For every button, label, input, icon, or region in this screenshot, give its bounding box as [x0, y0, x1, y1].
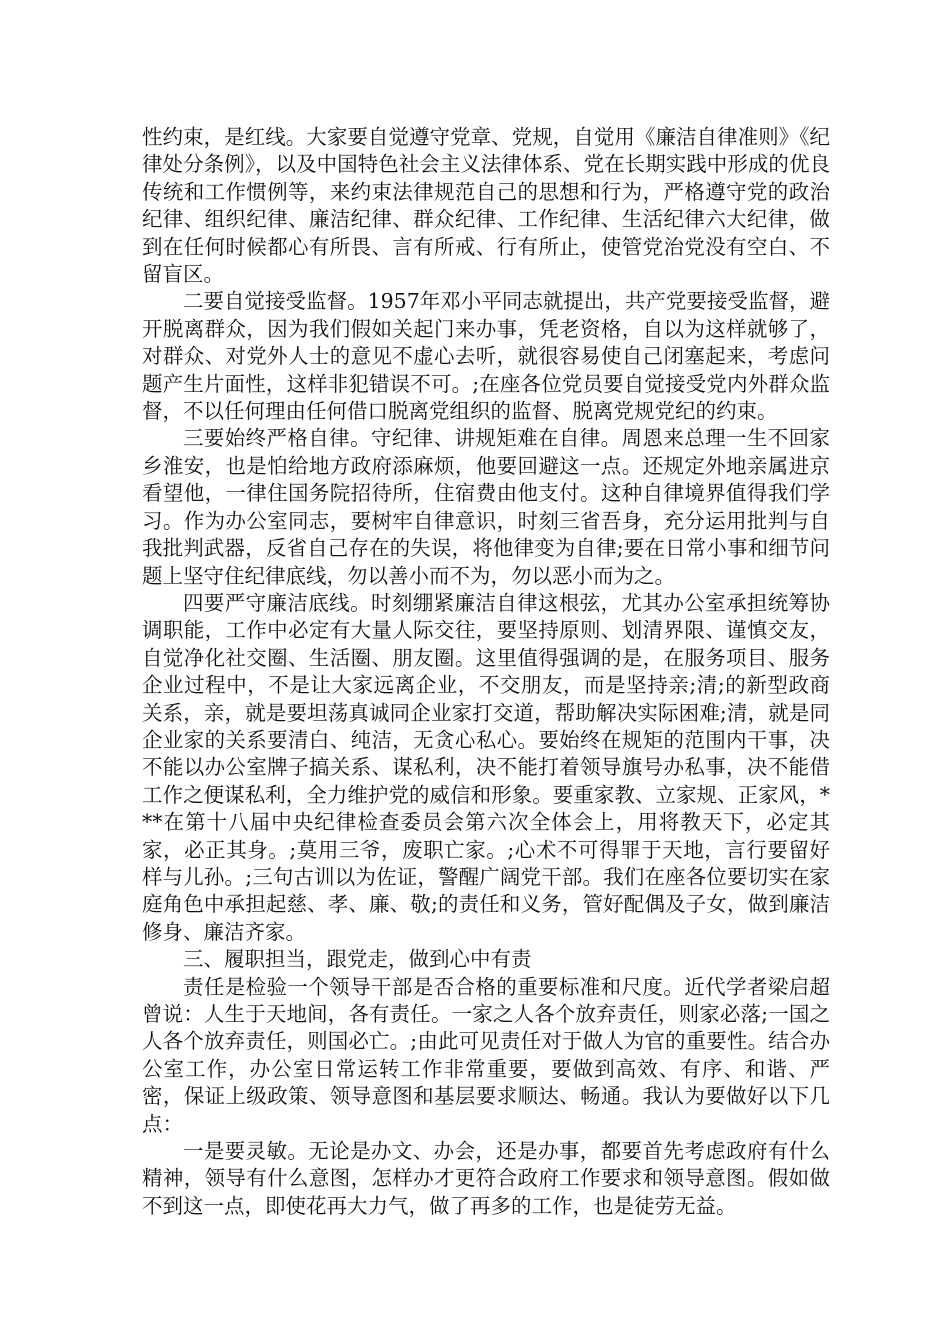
paragraph-responsibility: 责任是检验一个领导干部是否合格的重要标准和尺度。近代学者梁启超曾说：人生于天地间，各有责任。一家之人各个放弃责任，则家必落;一国之人各个放弃责任，则国必亡。;由此可见责任对于做人为官的重要性。结合办公室工作，办公室日常运转工作非常重要，要做到高效、有序、和谐、严密，保证上级政策、领导意图和基层要求顺达、畅通。我认为要做好以下几点：: [142, 974, 830, 1136]
section-heading-responsibility: 三、履职担当，跟党走，做到心中有责: [183, 947, 532, 972]
paragraph-self-discipline: 三要始终严格自律。守纪律、讲规矩难在自律。周恩来总理一生不回家乡淮安，也是怕给地方政府添麻烦，他要回避这一点。还规定外地亲属进京看望他，一律住国务院招待所，住宿费由他支付。这种自律境界值得我们学习。作为办公室同志，要树牢自律意识，时刻三省吾身，充分运用批判与自我批判武器，反省自己存在的失误，将他律变为自律;要在日常小事和细节问题上坚守住纪律底线，勿以善小而不为，勿以恶小而为之。: [142, 426, 830, 588]
paragraph-accept-supervision: 二要自觉接受监督。1957年邓小平同志就提出，共产党要接受监督，避开脱离群众，因为我们假如关起门来办事，凭老资格，自以为这样就够了，对群众、对党外人士的意见不虚心去听，就很容易使自己闭塞起来，考虑问题产生片面性，这样非犯错误不可。;在座各位党员要自觉接受党内外群众监督，不以任何理由任何借口脱离党组织的监督、脱离党规党纪的约束。: [142, 289, 830, 424]
paragraph-be-sensitive: 一是要灵敏。无论是办文、办会，还是办事，都要首先考虑政府有什么精神，领导有什么意图，怎样办才更符合政府工作要求和领导意图。假如做不到这一点，即使花再大力气，做了再多的工作，也是徒劳无益。: [142, 1139, 830, 1218]
paragraph-integrity-bottom-line: 四要严守廉洁底线。时刻绷紧廉洁自律这根弦，尤其办公室承担统筹协调职能，工作中必定有大量人际交往，要坚持原则、划清界限、谨慎交友，自觉净化社交圈、生活圈、朋友圈。这里值得强调的是，在服务项目、服务企业过程中，不是让大家远离企业，不交朋友，而是坚持亲;清;的新型政商关系，亲，就是要坦荡真诚同企业家打交道，帮助解决实际困难;清，就是同企业家的关系要清白、纯洁，无贪心私心。要始终在规矩的范围内干事，决不能以办公室牌子搞关系、谋私利，决不能打着领导旗号办私事，决不能借工作之便谋私利，全力维护党的威信和形象。要重家教、立家规、正家风，***在第十八届中央纪律检查委员会第六次全体会上，用将教天下，必定其家，必正其身。;莫用三爷，废职亡家。;心术不可得罪于天地，言行要留好样与儿孙。;三句古训以为佐证，警醒广阔党干部。我们在座各位要切实在家庭角色中承担起慈、孝、廉、敬;的责任和义务，管好配偶及子女，做到廉洁修身、廉洁齐家。: [142, 590, 830, 944]
paragraph-continuation: 性约束，是红线。大家要自觉遵守党章、党规，自觉用《廉洁自律准则》《纪律处分条例》，以及中国特色社会主义法律体系、党在长期实践中形成的优良传统和工作惯例等，来约束法律规范自己的思想和行为，严格遵守党的政治纪律、组织纪律、廉洁纪律、群众纪律、工作纪律、生活纪律六大纪律，做到在任何时候都心有所畏、言有所戒、行有所止，使管党治党没有空白、不留盲区。: [142, 125, 830, 287]
document-body: [142, 124, 830, 1220]
